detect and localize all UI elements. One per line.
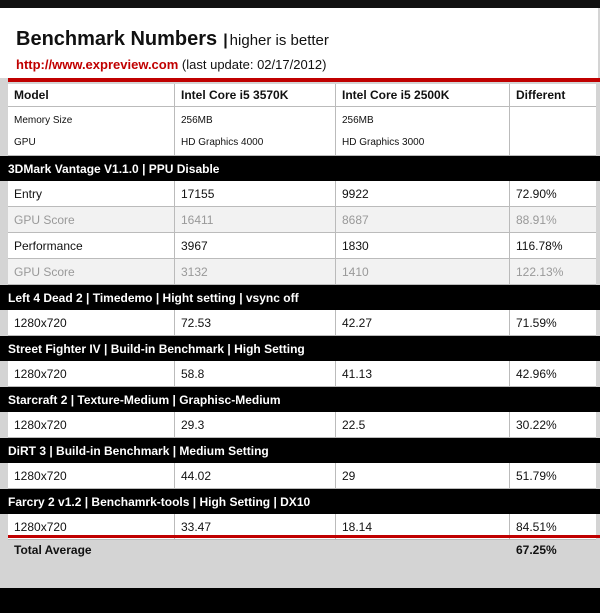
row-different: 30.22% — [516, 417, 557, 432]
row-value-3570k: 58.8 — [175, 361, 336, 386]
row-label: Performance — [8, 233, 175, 258]
row-value-2500k: 1410 — [336, 259, 510, 284]
title-text: Benchmark Numbers — [16, 28, 218, 50]
row-value-2500k: 9922 — [336, 181, 510, 206]
spec-2500k — [336, 107, 510, 155]
row-value-3570k: 3967 — [175, 233, 336, 258]
row-different: 116.78% — [516, 238, 563, 253]
row-label: 1280x720 — [8, 412, 175, 437]
row-label: Entry — [8, 181, 175, 206]
row-different: 122.13% — [516, 264, 564, 279]
row-value-3570k: 29.3 — [175, 412, 336, 437]
row-value-2500k: 29 — [336, 463, 510, 488]
last-update: (last update: 02/17/2012) — [181, 57, 327, 72]
total-average-value: 67.25% — [516, 543, 557, 557]
top-border — [0, 0, 600, 8]
table-row — [8, 259, 596, 285]
table-row — [8, 207, 596, 233]
row-value-2500k: 41.13 — [336, 361, 510, 386]
column-header-2500k: Intel Core i5 2500K — [336, 84, 510, 106]
row-value-3570k: 44.02 — [175, 463, 336, 488]
row-value-3570k: 17155 — [175, 181, 336, 206]
row-different: 42.96% — [516, 366, 557, 381]
memory-2500k: 256MB — [342, 114, 374, 126]
spec-different — [510, 107, 596, 155]
total-average-label: Total Average — [14, 543, 92, 557]
row-value-2500k: 18.14 — [336, 514, 510, 539]
row-different: 71.59% — [516, 315, 557, 330]
table-row — [8, 233, 596, 259]
row-value-2500k: 22.5 — [336, 412, 510, 437]
gpu-2500k: HD Graphics 3000 — [342, 136, 425, 148]
source-line — [16, 57, 326, 72]
row-label: 1280x720 — [8, 310, 175, 335]
spec-3570k — [175, 107, 336, 155]
row-label: 1280x720 — [8, 514, 175, 539]
row-value-2500k: 1830 — [336, 233, 510, 258]
table-row — [8, 412, 596, 438]
benchmark-table — [8, 84, 596, 540]
section-header: 3DMark Vantage V1.1.0 | PPU Disable — [0, 156, 600, 181]
row-different: 88.91% — [516, 212, 557, 227]
title-subtitle: higher is better — [229, 32, 329, 49]
table-row — [8, 361, 596, 387]
spec-labels — [8, 107, 175, 155]
column-header-row — [8, 84, 596, 107]
section-header: Farcry 2 v1.2 | Benchamrk-tools | High Setting | DX10 — [0, 489, 600, 514]
header — [0, 8, 598, 78]
row-value-2500k: 8687 — [336, 207, 510, 232]
title-separator: | — [223, 32, 228, 49]
section-header: Street Fighter IV | Build-in Benchmark | High Setting — [0, 336, 600, 361]
column-header-different: Different — [516, 88, 566, 102]
row-value-3570k: 3132 — [175, 259, 336, 284]
row-value-3570k: 72.53 — [175, 310, 336, 335]
bottom-border — [0, 588, 600, 613]
section-header: Left 4 Dead 2 | Timedemo | Hight setting | vsync off — [0, 285, 600, 310]
spec-info-row — [8, 107, 596, 156]
row-value-3570k: 33.47 — [175, 514, 336, 539]
gpu-label: GPU — [14, 136, 36, 148]
column-header-model: Model — [8, 84, 175, 106]
section-header: DiRT 3 | Build-in Benchmark | Medium Setting — [0, 438, 600, 463]
source-url-link[interactable]: http://www.expreview.com — [16, 57, 179, 72]
total-empty-1 — [175, 538, 336, 562]
row-label: 1280x720 — [8, 361, 175, 386]
row-label: GPU Score — [8, 259, 175, 284]
row-different: 84.51% — [516, 519, 557, 534]
table-row — [8, 181, 596, 207]
table-row — [8, 310, 596, 336]
row-label: 1280x720 — [8, 463, 175, 488]
memory-size-label: Memory Size — [14, 114, 73, 126]
row-label: GPU Score — [8, 207, 175, 232]
memory-3570k: 256MB — [181, 114, 213, 126]
row-different: 72.90% — [516, 186, 557, 201]
header-red-rule — [8, 78, 600, 82]
page-title — [16, 28, 329, 51]
column-header-3570k: Intel Core i5 3570K — [175, 84, 336, 106]
row-value-3570k: 16411 — [175, 207, 336, 232]
section-header: Starcraft 2 | Texture-Medium | Graphisc-Medium — [0, 387, 600, 412]
row-different: 51.79% — [516, 468, 557, 483]
table-row — [8, 463, 596, 489]
row-value-2500k: 42.27 — [336, 310, 510, 335]
gpu-3570k: HD Graphics 4000 — [181, 136, 264, 148]
total-average-row — [8, 538, 596, 562]
benchmark-sections — [8, 156, 596, 540]
total-empty-2 — [336, 538, 510, 562]
